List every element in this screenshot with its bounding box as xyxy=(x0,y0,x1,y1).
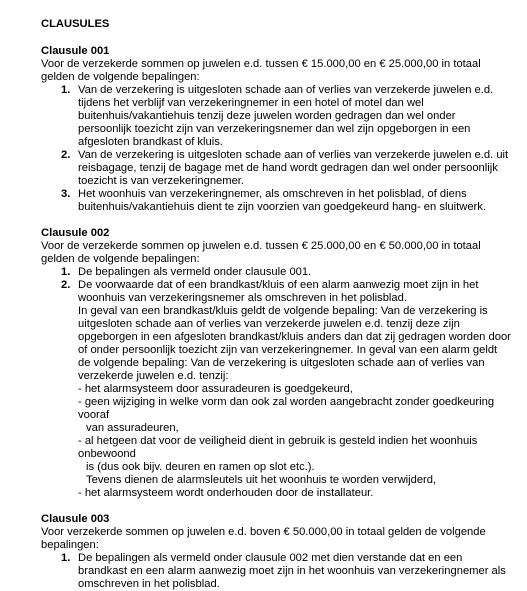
clause-002 xyxy=(41,227,527,500)
item-text: De bepalingen als vermeld onder clausule 001. xyxy=(78,266,312,278)
item-text: De voorwaarde dat of een brandkast/kluis of een alarm aanwezig moet zijn in het woonhuis van verzekeringsnemer als omschreven in het polisblad. xyxy=(78,279,479,304)
bullet-line: - het alarmsysteem wordt onderhouden door de installateur. xyxy=(78,487,374,499)
list-item xyxy=(41,279,512,500)
item-text: Van de verzekering is uitgesloten schade aan of verlies van verzekerde juwelen e.d. uit reisbagage, tenzij de bagage met de hand wordt gedragen dan wel onder persoonlijk toezicht is van verzekeringnemer. xyxy=(78,149,509,187)
item-number: 2. xyxy=(61,279,71,291)
item-text: Het woonhuis van verzekeringnemer, als omschreven in het polisblad, of diens buitenhuis/vakantiehuis dient te zijn voorzien van goedgekeurd hang- en sluitwerk. xyxy=(78,188,486,213)
clause-items xyxy=(41,84,527,214)
item-text: Van de verzekering is uitgesloten schade aan of verlies van verzekerde juwelen e.d. tijdens het verblijf van verzekeringnemer in een hotel of motel dan wel buitenhuis/vakantiehuis tenzij deze juwelen worden gedragen dan wel onder persoonlijk toezicht zijn van verzekeringsnemer dan wel zijn opgeborgen in een afgesloten brandkast of kluis. xyxy=(78,84,494,148)
clause-intro: Voor de verzekerde sommen op juwelen e.d. tussen € 15.000,00 en € 25.000,00 in totaal gelden de volgende bepalingen: xyxy=(41,58,481,83)
item-number: 2. xyxy=(61,149,71,161)
item-text: De bepalingen als vermeld onder clausule 002 met dien verstande dat en een brandkast en een alarm aanwezig moet zijn in het woonhuis van verzekeringnemer als omschreven in het polisblad. xyxy=(78,552,506,590)
clause-intro: Voor de verzekerde sommen op juwelen e.d. tussen € 25.000,00 en € 50.000,00 in totaal gelden de volgende bepalingen: xyxy=(41,240,481,265)
list-item xyxy=(41,552,512,591)
clause-intro: Voor verzekerde sommen op juwelen e.d. boven € 50.000,00 in totaal gelden de volgende bepalingen: xyxy=(41,526,486,551)
document-title: CLAUSULES xyxy=(41,18,110,30)
bullet-line: - al hetgeen dat voor de veiligheid dient in gebruik is gesteld indien het woonhuis onbewoond xyxy=(78,435,478,460)
clause-items xyxy=(41,552,527,591)
clause-heading: Clausule 001 xyxy=(41,45,110,57)
clause-heading: Clausule 002 xyxy=(41,227,110,239)
list-item xyxy=(41,188,512,214)
clause-003 xyxy=(41,513,527,591)
clause-heading: Clausule 003 xyxy=(41,513,110,525)
bullet-line: - het alarmsysteem door assuradeuren is goedgekeurd, xyxy=(78,383,353,395)
bullet-continuation: Tevens dienen de alarmsleutels uit het woonhuis te worden verwijderd, xyxy=(86,474,437,486)
bullet-continuation: van assuradeuren, xyxy=(86,422,179,434)
item-number: 1. xyxy=(61,552,71,564)
list-item xyxy=(41,266,512,279)
bullet-continuation: is (dus ook bijv. deuren en ramen op slot etc.). xyxy=(86,461,315,473)
list-item xyxy=(41,149,512,188)
clause-001 xyxy=(41,45,527,214)
clause-items xyxy=(41,266,527,500)
bullet-line: - geen wijziging in welke vorm dan ook zal worden aangebracht zonder goedkeuring vooraf xyxy=(78,396,495,421)
item-number: 3. xyxy=(61,188,71,200)
item-paragraph: In geval van een brandkast/kluis geldt de volgende bepaling: Van de verzekering is uitgesloten schade aan of verlies van verzekerde juwelen e.d. tenzij deze zijn opgeborgen in een afgesloten brandkast/kluis anders dan dat zij gedragen worden door of onder persoonlijk toezicht zijn van verzekeringnemer. In geval van een alarm geldt de volgende bepaling: Van de verzekering is uitgesloten schade aan of verlies van verzekerde juwelen e.d. tenzij: xyxy=(78,305,511,382)
item-number: 1. xyxy=(61,84,71,96)
item-number: 1. xyxy=(61,266,71,278)
list-item xyxy=(41,84,512,149)
